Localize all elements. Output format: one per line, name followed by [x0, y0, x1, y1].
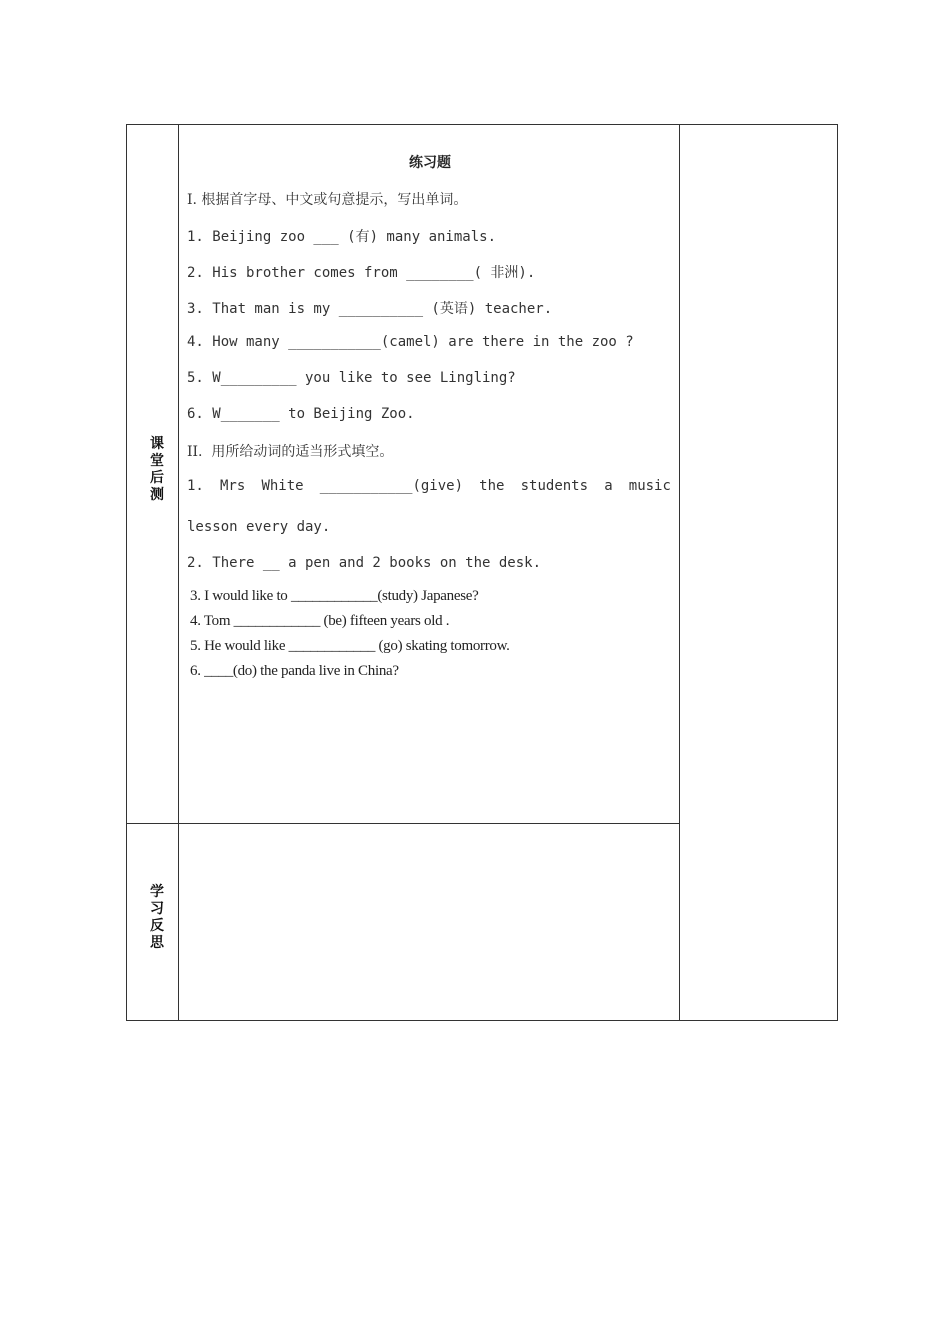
section2-heading: II. 用所给动词的适当形式填空。: [187, 444, 394, 460]
word: a: [604, 478, 613, 494]
row-divider: [126, 823, 680, 824]
exercise-title: 练习题: [409, 155, 451, 171]
word: Mrs: [220, 478, 246, 494]
word: White: [261, 478, 304, 494]
section1-item-3: 3. That man is my __________ (英语) teacher.: [187, 301, 553, 317]
column-divider-left: [178, 124, 179, 1021]
lesson-table: [126, 124, 838, 1021]
column-divider-right: [679, 124, 680, 1021]
section1-item-4: 4. How many ___________(camel) are there in the zoo ?: [187, 334, 634, 350]
section2-item-1: [187, 478, 671, 494]
after-class-test-label: 课堂后测: [150, 436, 164, 503]
section1-heading: I. 根据首字母、中文或句意提示，写出单词。: [187, 192, 468, 208]
section1-item-2: 2. His brother comes from ________( 非洲).: [187, 265, 536, 281]
reflection-label: 学习反思: [150, 884, 164, 951]
section2-item-6: 6. ____(do) the panda live in China?: [190, 663, 399, 679]
section1-item-1: 1. Beijing zoo ___ (有) many animals.: [187, 229, 497, 245]
word: students: [520, 478, 589, 494]
section2-item-2: 2. There __ a pen and 2 books on the desk.: [187, 555, 542, 571]
word: the: [479, 478, 505, 494]
section1-item-5: 5. W_________ you like to see Lingling?: [187, 370, 516, 386]
word: ___________(give): [319, 478, 464, 494]
section2-item-3: 3. I would like to ____________(study) Japanese?: [190, 588, 479, 604]
word: music: [628, 478, 671, 494]
section2-item-5: 5. He would like ____________ (go) skating tomorrow.: [190, 638, 510, 654]
word: 1.: [187, 478, 204, 494]
section2-item-4: 4. Tom ____________ (be) fifteen years old .: [190, 613, 450, 629]
section1-item-6: 6. W_______ to Beijing Zoo.: [187, 406, 415, 422]
section2-item-1-continued: lesson every day.: [187, 519, 331, 535]
